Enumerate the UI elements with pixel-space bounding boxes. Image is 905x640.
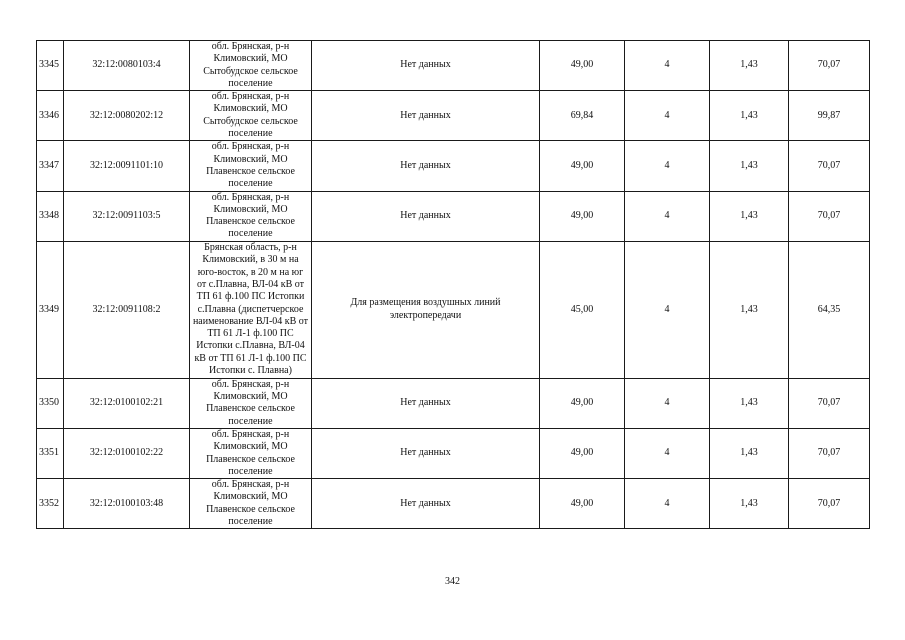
area-value: 49,00 xyxy=(540,41,625,91)
rate-value: 1,43 xyxy=(710,41,789,91)
table-row xyxy=(37,241,870,378)
cadastral-number: 32:12:0100102:21 xyxy=(64,378,190,428)
category-value: 4 xyxy=(625,378,710,428)
rate-value: 1,43 xyxy=(710,91,789,141)
cadastral-number: 32:12:0091108:2 xyxy=(64,241,190,378)
area-value: 49,00 xyxy=(540,141,625,191)
amount-value: 99,87 xyxy=(789,91,870,141)
amount-value: 70,07 xyxy=(789,41,870,91)
address: обл. Брянская, р-н Климовский, МО Плавенское сельское поселение xyxy=(190,428,312,478)
permitted-use: Нет данных xyxy=(312,41,540,91)
table-row xyxy=(37,378,870,428)
table-row xyxy=(37,41,870,91)
rate-value: 1,43 xyxy=(710,191,789,241)
rate-value: 1,43 xyxy=(710,378,789,428)
cadastral-number: 32:12:0091103:5 xyxy=(64,191,190,241)
address: обл. Брянская, р-н Климовский, МО Плавенское сельское поселение xyxy=(190,378,312,428)
row-number: 3345 xyxy=(37,41,64,91)
category-value: 4 xyxy=(625,191,710,241)
rate-value: 1,43 xyxy=(710,241,789,378)
area-value: 49,00 xyxy=(540,479,625,529)
cadastral-number: 32:12:0100102:22 xyxy=(64,428,190,478)
permitted-use: Нет данных xyxy=(312,141,540,191)
permitted-use: Нет данных xyxy=(312,428,540,478)
row-number: 3348 xyxy=(37,191,64,241)
cadastral-number: 32:12:0080202:12 xyxy=(64,91,190,141)
address: обл. Брянская, р-н Климовский, МО Сытобудское сельское поселение xyxy=(190,91,312,141)
area-value: 69,84 xyxy=(540,91,625,141)
row-number: 3352 xyxy=(37,479,64,529)
address: обл. Брянская, р-н Климовский, МО Плавенское сельское поселение xyxy=(190,141,312,191)
permitted-use: Нет данных xyxy=(312,479,540,529)
area-value: 49,00 xyxy=(540,191,625,241)
table-row xyxy=(37,479,870,529)
area-value: 49,00 xyxy=(540,378,625,428)
cadastral-number: 32:12:0080103:4 xyxy=(64,41,190,91)
category-value: 4 xyxy=(625,428,710,478)
rate-value: 1,43 xyxy=(710,141,789,191)
cadastral-number: 32:12:0091101:10 xyxy=(64,141,190,191)
category-value: 4 xyxy=(625,41,710,91)
category-value: 4 xyxy=(625,141,710,191)
area-value: 45,00 xyxy=(540,241,625,378)
row-number: 3351 xyxy=(37,428,64,478)
permitted-use: Нет данных xyxy=(312,378,540,428)
address: обл. Брянская, р-н Климовский, МО Плавенское сельское поселение xyxy=(190,191,312,241)
address: обл. Брянская, р-н Климовский, МО Сытобудское сельское поселение xyxy=(190,41,312,91)
amount-value: 64,35 xyxy=(789,241,870,378)
permitted-use: Нет данных xyxy=(312,91,540,141)
table-row xyxy=(37,191,870,241)
permitted-use: Нет данных xyxy=(312,191,540,241)
amount-value: 70,07 xyxy=(789,428,870,478)
row-number: 3350 xyxy=(37,378,64,428)
permitted-use: Для размещения воздушных линий электропередачи xyxy=(312,241,540,378)
amount-value: 70,07 xyxy=(789,191,870,241)
category-value: 4 xyxy=(625,479,710,529)
table-row xyxy=(37,141,870,191)
row-number: 3347 xyxy=(37,141,64,191)
amount-value: 70,07 xyxy=(789,479,870,529)
table-row xyxy=(37,428,870,478)
amount-value: 70,07 xyxy=(789,141,870,191)
area-value: 49,00 xyxy=(540,428,625,478)
address: обл. Брянская, р-н Климовский, МО Плавенское сельское поселение xyxy=(190,479,312,529)
land-plots-table xyxy=(36,40,870,529)
amount-value: 70,07 xyxy=(789,378,870,428)
category-value: 4 xyxy=(625,241,710,378)
table-row xyxy=(37,91,870,141)
cadastral-number: 32:12:0100103:48 xyxy=(64,479,190,529)
rate-value: 1,43 xyxy=(710,479,789,529)
row-number: 3349 xyxy=(37,241,64,378)
address: Брянская область, р-н Климовский, в 30 м на юго-восток, в 20 м на юг от с.Плавна, ВЛ-04 кВ от ТП 61 ф.100 ПС Истопки с.Плавна (диспетчерское наименование ВЛ-04 кВ от ТП 61 Л-1 ф.100 ПС Истопки с.Плавна, ВЛ-04 кВ от ТП 61 Л-1 ф.100 ПС Истопки с. Плавна) xyxy=(190,241,312,378)
row-number: 3346 xyxy=(37,91,64,141)
rate-value: 1,43 xyxy=(710,428,789,478)
category-value: 4 xyxy=(625,91,710,141)
page-number: 342 xyxy=(445,576,460,587)
